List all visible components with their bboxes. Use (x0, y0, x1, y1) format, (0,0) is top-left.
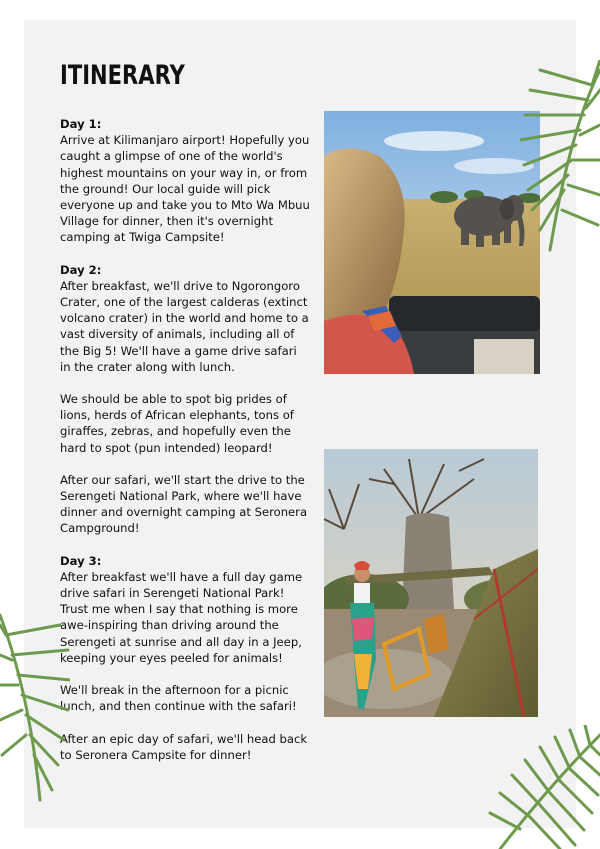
campsite-photo (324, 449, 538, 717)
day-2-block (60, 262, 310, 375)
day-1-block (60, 116, 310, 246)
day-2-label: Day 2: (60, 262, 102, 277)
day-1-text: Arrive at Kilimanjaro airport! Hopefully you caught a glimpse of one of the world's highest mountains on your way in, or from the ground! Our local guide will pick everyone up and take you to Mto Wa Mbuu Village for dinner, then it's overnight camping at Twiga Campsite! (60, 133, 310, 245)
day-3-text-3: After an epic day of safari, we'll head back to Seronera Campsite for dinner! (60, 731, 308, 762)
day-1-label: Day 1: (60, 117, 102, 131)
day-2-text-3: After our safari, we'll start the drive to the Serengeti National Park, where we'll have dinner and overnight camping at Seronera Campground! (60, 472, 308, 536)
elephant-safari-photo (324, 111, 540, 374)
day-3-block (60, 553, 310, 666)
palm-leaf-decoration-top-right (520, 60, 600, 260)
day-3-text-1: After breakfast we'll have a full day game drive safari in Serengeti National Park! Trust me when I say that nothing is more awe-inspiring than driving around the Serengeti at sunrise and all day in a Jeep, keeping your eyes peeled for animals! (60, 569, 303, 665)
palm-leaf-decoration-bottom-right (480, 725, 600, 849)
day-3-text-2: We'll break in the afternoon for a picnic lunch, and then continue with the safari! (60, 683, 297, 714)
itinerary-text (60, 116, 310, 779)
palm-leaf-decoration-bottom-left (0, 605, 70, 805)
day-3-label: Day 3: (60, 553, 102, 568)
page-title: ITINERARY (60, 60, 185, 91)
day-2-text-1: After breakfast, we'll drive to Ngorongoro Crater, one of the largest calderas (extinct volcano crater) in the world and home to a vast diversity of animals, including all of the Big 5! We'll have a game drive safari in the crater along with lunch. (60, 278, 309, 374)
day-2-text-2: We should be able to spot big prides of lions, herds of African elephants, tons of giraffes, zebras, and hopefully even the hard to spot (pun intended) leopard! (60, 392, 294, 455)
